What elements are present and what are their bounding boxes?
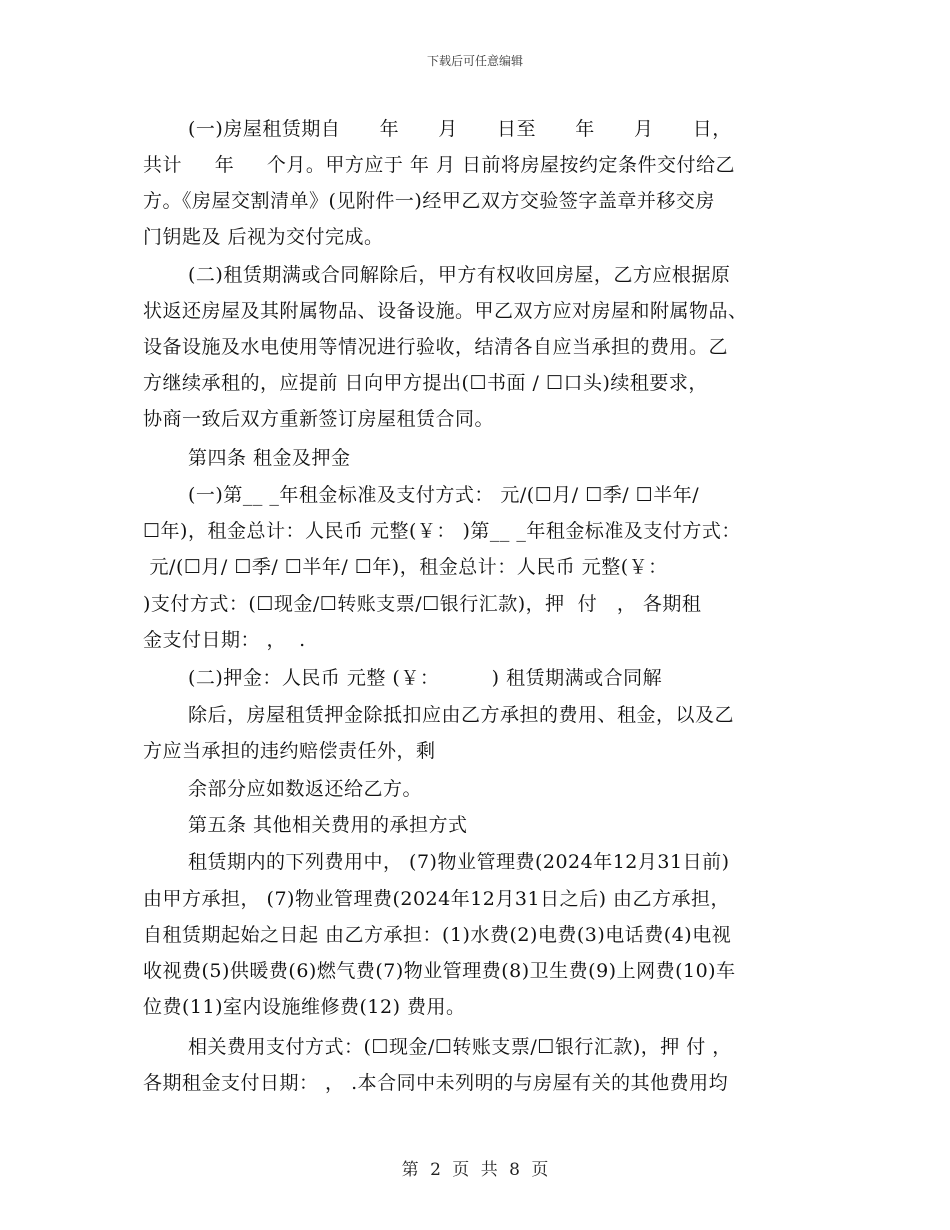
body-line: (一)房屋租赁期自 年 月 日至 年 月 日， — [188, 118, 732, 140]
body-line: 设备设施及水电使用等情况进行验收，结清各自应当承担的费用。乙 — [143, 336, 729, 358]
body-line: (二)押金：人民币 元整 (￥： ) 租赁期满或合同解 — [188, 667, 663, 689]
body-line: 元/(☐月/ ☐季/ ☐半年/ ☐年)，租金总计：人民币 元整(￥： — [143, 556, 668, 578]
body-line: 余部分应如数返还给乙方。 — [188, 778, 423, 800]
page-number: 第 2 页 共 8 页 — [401, 1160, 549, 1180]
body-line: (一)第__ _年租金标准及支付方式： 元/(☐月/ ☐季/ ☐半年/ — [188, 484, 700, 506]
body-line: 协商一致后双方重新签订房屋租赁合同。 — [143, 408, 495, 430]
body-line: 由甲方承担， (7)物业管理费(2024年12月31日之后) 由乙方承担， — [143, 888, 731, 910]
body-line: 方应当承担的违约赔偿责任外，剩 — [143, 740, 436, 762]
body-line: 各期租金支付日期： ， .本合同中未列明的与房屋有关的其他费用均 — [143, 1072, 729, 1094]
section-heading: 第四条 租金及押金 — [188, 447, 351, 469]
body-line: 状返还房屋及其附属物品、设备设施。甲乙双方应对房屋和附属物品、 — [143, 300, 748, 322]
body-line: )支付方式：(☐现金/☐转账支票/☐银行汇款)，押 付 ， 各期租 — [143, 593, 702, 615]
body-line: 共计 年 个月。甲方应于 年 月 日前将房屋按约定条件交付给乙 — [143, 154, 736, 176]
body-line: 相关费用支付方式：(☐现金/☐转账支票/☐银行汇款)，押 付 ， — [188, 1036, 732, 1058]
body-line: 位费(11)室内设施维修费(12) 费用。 — [143, 996, 466, 1018]
body-line: 方继续承租的，应提前 日向甲方提出(☐书面 / ☐口头)续租要求， — [143, 372, 708, 394]
body-line: (二)租赁期满或合同解除后，甲方有权收回房屋，乙方应根据原 — [188, 264, 731, 286]
body-line: 门钥匙及 后视为交付完成。 — [143, 226, 384, 248]
body-line: 方。《房屋交割清单》(见附件一)经甲乙双方交验签字盖章并移交房 — [143, 190, 715, 212]
body-line: 除后，房屋租赁押金除抵扣应由乙方承担的费用、租金，以及乙 — [188, 704, 735, 726]
body-line: 收视费(5)供暖费(6)燃气费(7)物业管理费(8)卫生费(9)上网费(10)车 — [143, 960, 736, 982]
body-line: 自租赁期起始之日起 由乙方承担：(1)水费(2)电费(3)电话费(4)电视 — [143, 924, 732, 946]
body-line: 金支付日期： ， . — [143, 629, 306, 651]
section-heading: 第五条 其他相关费用的承担方式 — [188, 814, 468, 836]
body-line: ☐年)，租金总计：人民币 元整(￥： )第__ _年租金标准及支付方式： — [143, 520, 741, 542]
page-header: 下载后可任意编辑 — [426, 54, 523, 68]
body-line: 租赁期内的下列费用中， (7)物业管理费(2024年12月31日前) — [188, 851, 730, 873]
